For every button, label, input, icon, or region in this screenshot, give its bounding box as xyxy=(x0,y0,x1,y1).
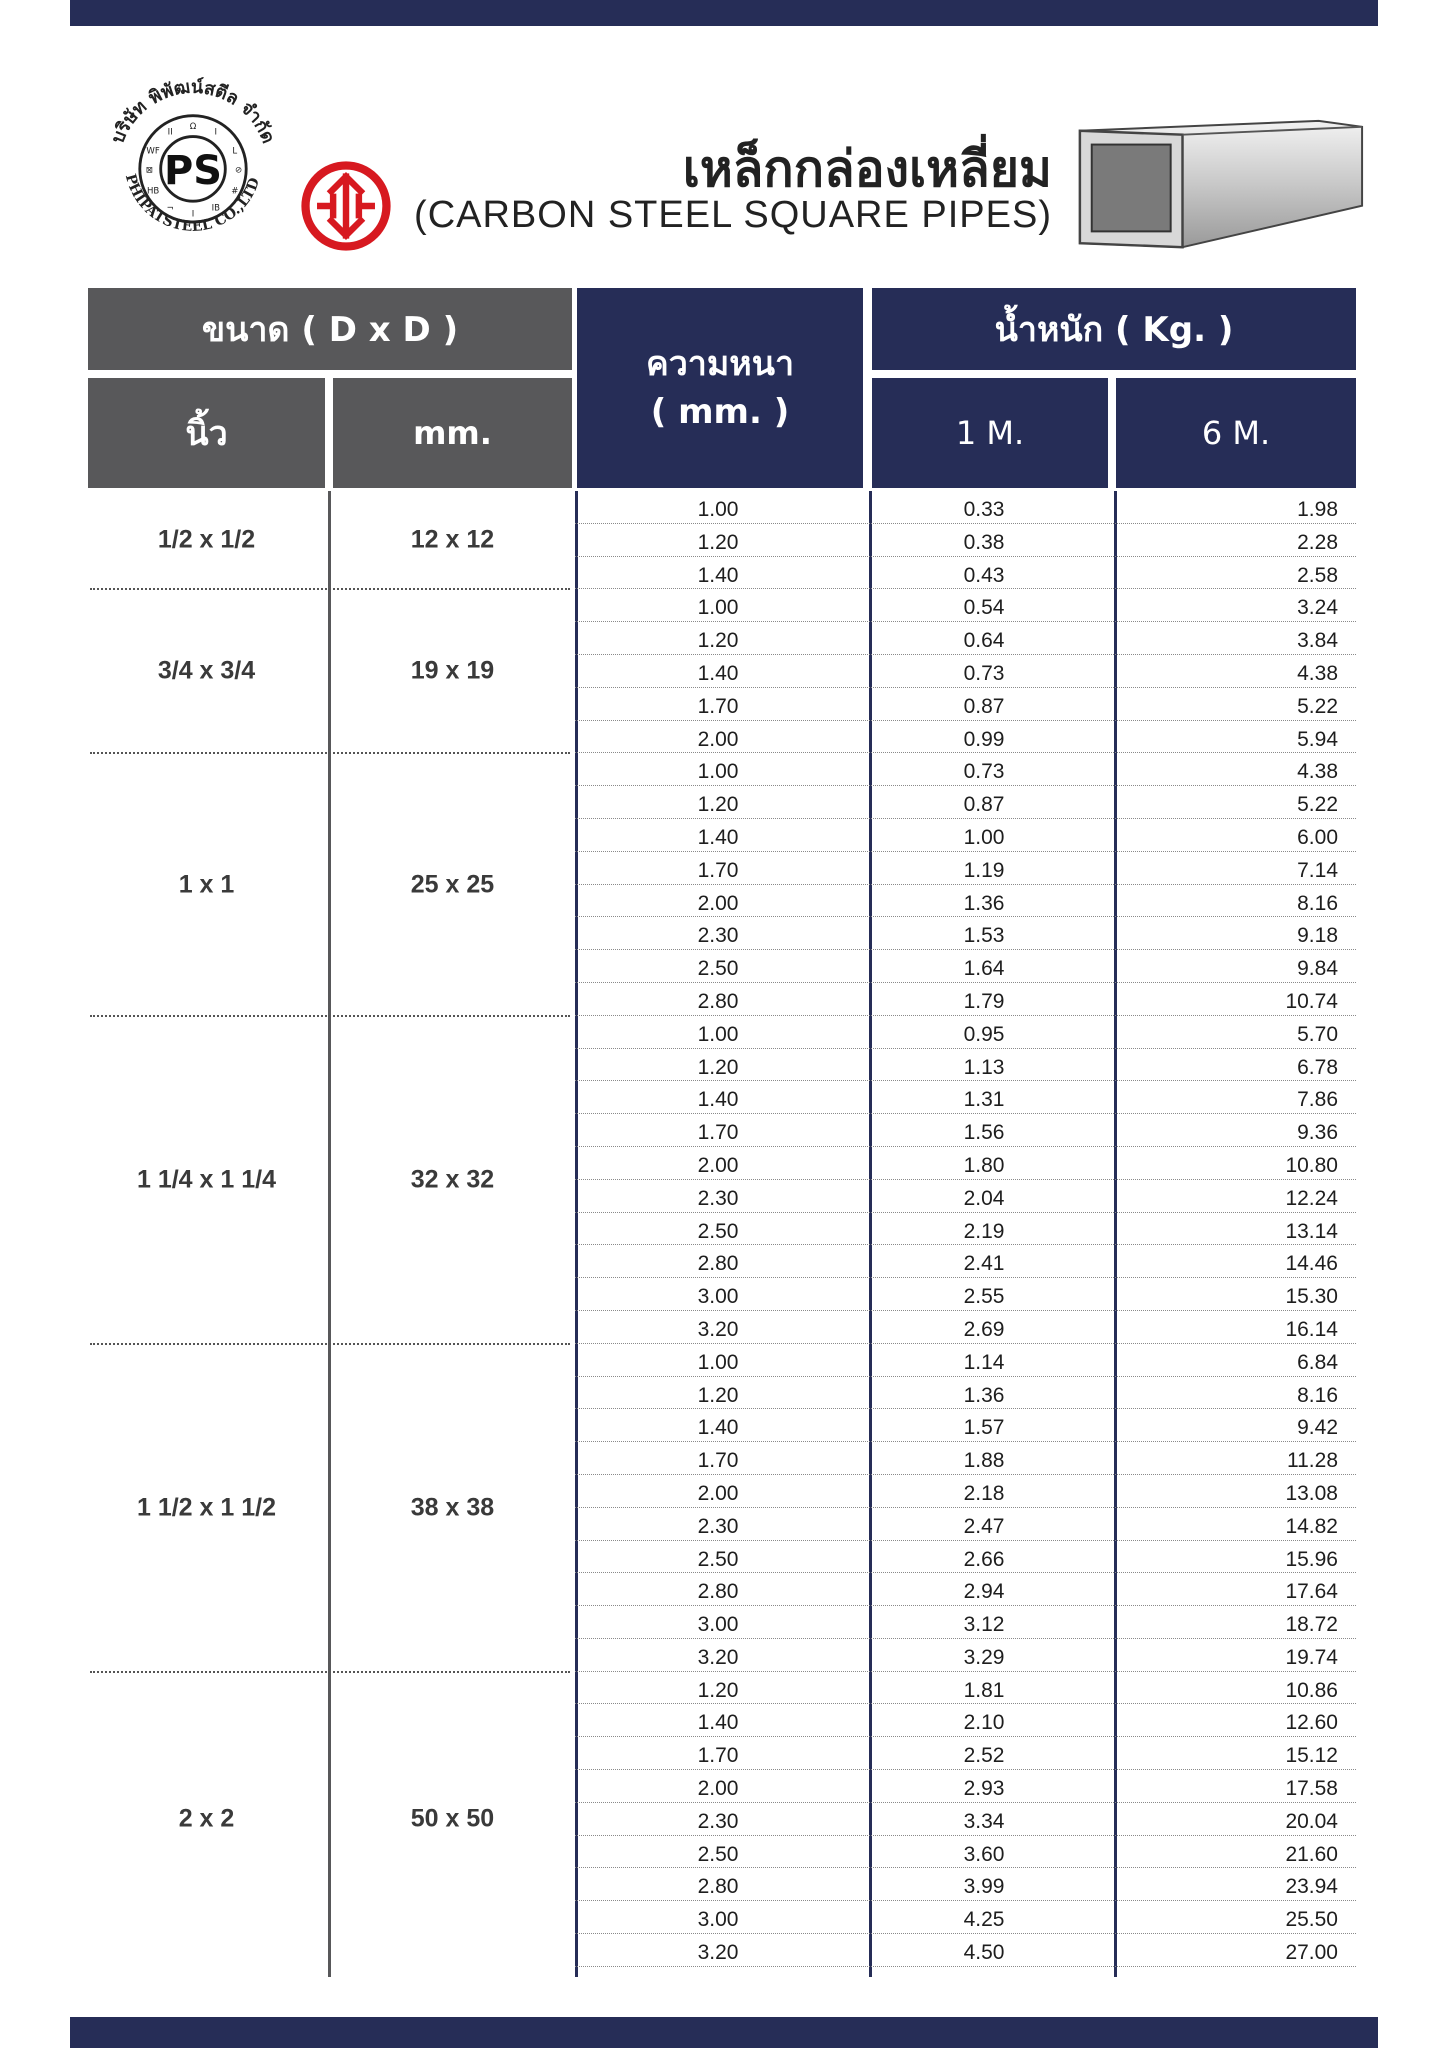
weight-1m-cell: 1.88 xyxy=(963,1449,1005,1473)
table-row xyxy=(575,1508,1356,1541)
thickness-cell: 1.70 xyxy=(697,1121,739,1145)
table-row xyxy=(575,885,1356,918)
thickness-cell: 1.70 xyxy=(697,858,739,882)
weight-1m-cell: 2.69 xyxy=(963,1317,1005,1341)
thickness-cell: 1.40 xyxy=(697,1711,739,1735)
table-row xyxy=(575,721,1356,754)
size-inch-cell: 1 x 1 xyxy=(178,870,235,899)
table-row xyxy=(575,1770,1356,1803)
size-mm-cell: 25 x 25 xyxy=(410,870,495,899)
weight-1m-cell: 0.64 xyxy=(963,629,1005,653)
table-row xyxy=(575,1016,1356,1049)
weight-6m-cell: 14.82 xyxy=(1285,1514,1338,1538)
size-mm-cell: 38 x 38 xyxy=(410,1493,495,1522)
weight-6m-cell: 9.36 xyxy=(1297,1121,1338,1145)
weight-1m-cell: 1.80 xyxy=(963,1153,1005,1177)
weight-6m-cell: 23.94 xyxy=(1285,1875,1338,1899)
table-row xyxy=(575,524,1356,557)
svg-text:HB: HB xyxy=(146,186,160,197)
thickness-cell: 1.70 xyxy=(697,1744,739,1768)
weight-6m-cell: 17.58 xyxy=(1285,1777,1338,1801)
weight-6m-cell: 18.72 xyxy=(1285,1613,1338,1637)
svg-text:II: II xyxy=(167,127,173,138)
thickness-cell: 1.20 xyxy=(697,1055,739,1079)
weight-1m-cell: 3.12 xyxy=(963,1613,1005,1637)
weight-1m-cell: 1.00 xyxy=(963,825,1005,849)
header-mm: mm. xyxy=(333,378,572,488)
table-row xyxy=(575,1278,1356,1311)
thickness-cell: 1.40 xyxy=(697,1416,739,1440)
size-mm-cell: 50 x 50 xyxy=(410,1804,495,1833)
weight-1m-cell: 3.34 xyxy=(963,1809,1005,1833)
table-row xyxy=(575,1541,1356,1574)
table-row xyxy=(575,950,1356,983)
weight-1m-cell: 0.73 xyxy=(963,661,1005,685)
header-inch: นิ้ว xyxy=(88,378,325,488)
weight-6m-cell: 12.24 xyxy=(1285,1186,1338,1210)
thickness-cell: 1.20 xyxy=(697,793,739,817)
svg-text:บริษัท พิพัฒน์สตีล จำกัด: บริษัท พิพัฒน์สตีล จำกัด xyxy=(107,76,279,147)
weight-1m-cell: 2.52 xyxy=(963,1744,1005,1768)
table-row xyxy=(575,1180,1356,1213)
size-mm-cell: 32 x 32 xyxy=(410,1165,495,1194)
header-thickness xyxy=(577,288,863,488)
weight-6m-cell: 16.14 xyxy=(1285,1317,1338,1341)
weight-6m-cell: 11.28 xyxy=(1287,1449,1338,1473)
thickness-cell: 2.50 xyxy=(697,1842,739,1866)
weight-1m-cell: 2.66 xyxy=(963,1547,1005,1571)
weight-6m-cell: 1.98 xyxy=(1297,498,1338,521)
weight-6m-cell: 13.14 xyxy=(1285,1219,1338,1243)
weight-1m-cell: 1.53 xyxy=(963,924,1005,948)
brand-emblem-logo xyxy=(300,160,392,252)
size-group xyxy=(88,589,572,753)
weight-1m-cell: 0.95 xyxy=(963,1022,1005,1046)
table-row xyxy=(575,852,1356,885)
table-row xyxy=(575,1213,1356,1246)
thickness-cell: 1.20 xyxy=(697,1383,739,1407)
thickness-cell: 2.00 xyxy=(697,1153,739,1177)
page-title-english: (CARBON STEEL SQUARE PIPES) xyxy=(414,194,1052,236)
thickness-cell: 1.40 xyxy=(697,1088,739,1112)
weight-6m-cell: 10.86 xyxy=(1285,1678,1338,1702)
thickness-cell: 2.30 xyxy=(697,1809,739,1833)
weight-1m-cell: 0.38 xyxy=(963,530,1005,554)
square-pipe-illustration xyxy=(1072,116,1368,256)
table-row xyxy=(575,1475,1356,1508)
table-row xyxy=(575,1639,1356,1672)
thickness-cell: 1.40 xyxy=(697,563,739,587)
weight-6m-cell: 8.16 xyxy=(1297,1383,1338,1407)
table-row xyxy=(575,1409,1356,1442)
table-row xyxy=(575,1114,1356,1147)
table-row xyxy=(575,1868,1356,1901)
weight-1m-cell: 2.94 xyxy=(963,1580,1005,1604)
weight-6m-cell: 17.64 xyxy=(1285,1580,1338,1604)
svg-text:WF: WF xyxy=(146,146,160,157)
weight-6m-cell: 14.46 xyxy=(1285,1252,1338,1276)
size-mm-cell: 12 x 12 xyxy=(410,525,495,554)
weight-6m-cell: 4.38 xyxy=(1297,760,1338,784)
table-row xyxy=(575,1606,1356,1639)
top-bar xyxy=(70,0,1378,26)
thickness-cell: 1.40 xyxy=(697,825,739,849)
thickness-cell: 3.00 xyxy=(697,1285,739,1309)
weight-6m-cell: 9.18 xyxy=(1297,924,1338,948)
header-weight-6m: 6 M. xyxy=(1116,378,1356,488)
weight-6m-cell: 8.16 xyxy=(1297,891,1338,915)
thickness-cell: 1.20 xyxy=(697,530,739,554)
weight-1m-cell: 2.93 xyxy=(963,1777,1005,1801)
weight-1m-cell: 1.13 xyxy=(963,1055,1005,1079)
weight-1m-cell: 0.87 xyxy=(963,694,1005,718)
svg-text:¬: ¬ xyxy=(166,203,174,214)
weight-1m-cell: 1.14 xyxy=(963,1350,1005,1374)
weight-6m-cell: 7.86 xyxy=(1297,1088,1338,1112)
thickness-cell: 2.30 xyxy=(697,1514,739,1538)
thickness-cell: 2.50 xyxy=(697,957,739,981)
thickness-cell: 2.00 xyxy=(697,727,739,751)
table-row xyxy=(575,1704,1356,1737)
weight-1m-cell: 0.73 xyxy=(963,760,1005,784)
weight-1m-cell: 1.36 xyxy=(963,891,1005,915)
table-row xyxy=(575,819,1356,852)
thickness-cell: 2.30 xyxy=(697,924,739,948)
thickness-cell: 2.00 xyxy=(697,1777,739,1801)
weight-1m-cell: 1.81 xyxy=(963,1678,1005,1702)
table-row xyxy=(575,786,1356,819)
bottom-bar xyxy=(70,2017,1378,2048)
thickness-cell: 2.00 xyxy=(697,1481,739,1505)
thickness-cell: 3.20 xyxy=(697,1941,739,1965)
weight-1m-cell: 3.29 xyxy=(963,1645,1005,1669)
weight-6m-cell: 10.80 xyxy=(1285,1153,1338,1177)
weight-1m-cell: 3.99 xyxy=(963,1875,1005,1899)
weight-6m-cell: 5.70 xyxy=(1297,1022,1338,1046)
svg-text:L: L xyxy=(232,146,238,157)
weight-6m-cell: 6.84 xyxy=(1297,1350,1338,1374)
thickness-cell: 3.00 xyxy=(697,1908,739,1932)
weight-1m-cell: 4.25 xyxy=(963,1908,1005,1932)
table-row xyxy=(575,655,1356,688)
table-row xyxy=(575,1737,1356,1770)
weight-1m-cell: 1.57 xyxy=(963,1416,1005,1440)
size-inch-cell: 3/4 x 3/4 xyxy=(157,656,256,685)
weight-6m-cell: 3.24 xyxy=(1297,596,1338,620)
svg-text:I: I xyxy=(214,127,218,138)
weight-6m-cell: 5.22 xyxy=(1297,793,1338,817)
table-row xyxy=(575,1836,1356,1869)
size-mm-cell: 19 x 19 xyxy=(410,656,495,685)
thickness-cell: 2.50 xyxy=(697,1547,739,1571)
table-row xyxy=(575,589,1356,622)
weight-6m-cell: 13.08 xyxy=(1285,1481,1338,1505)
table-row xyxy=(575,1934,1356,1967)
thickness-cell: 1.70 xyxy=(697,694,739,718)
weight-1m-cell: 3.60 xyxy=(963,1842,1005,1866)
data-rows xyxy=(575,491,1356,1967)
thickness-cell: 3.00 xyxy=(697,1613,739,1637)
weight-6m-cell: 19.74 xyxy=(1285,1645,1338,1669)
header-weight: น้ำหนัก ( Kg. ) xyxy=(872,288,1356,370)
weight-1m-cell: 0.43 xyxy=(963,563,1005,587)
size-inch-cell: 1 1/2 x 1 1/2 xyxy=(136,1493,276,1522)
table-row xyxy=(575,491,1356,524)
thickness-cell: 2.80 xyxy=(697,1580,739,1604)
weight-6m-cell: 12.60 xyxy=(1285,1711,1338,1735)
thickness-cell: 2.00 xyxy=(697,891,739,915)
thickness-cell: 1.40 xyxy=(697,661,739,685)
thickness-cell: 1.00 xyxy=(697,1022,739,1046)
thickness-cell: 1.00 xyxy=(697,1350,739,1374)
weight-1m-cell: 2.18 xyxy=(963,1481,1005,1505)
weight-1m-cell: 2.47 xyxy=(963,1514,1005,1538)
thickness-cell: 1.00 xyxy=(697,498,739,521)
thickness-cell: 1.20 xyxy=(697,629,739,653)
header-weight-1m: 1 M. xyxy=(872,378,1108,488)
weight-1m-cell: 2.04 xyxy=(963,1186,1005,1210)
weight-6m-cell: 27.00 xyxy=(1285,1941,1338,1965)
weight-1m-cell: 2.10 xyxy=(963,1711,1005,1735)
table-row xyxy=(575,688,1356,721)
thickness-cell: 2.30 xyxy=(697,1186,739,1210)
svg-text:⊠: ⊠ xyxy=(145,165,153,176)
table-row xyxy=(575,983,1356,1016)
weight-6m-cell: 5.22 xyxy=(1297,694,1338,718)
table-row xyxy=(575,1081,1356,1114)
weight-1m-cell: 2.19 xyxy=(963,1219,1005,1243)
thickness-cell: 1.00 xyxy=(697,596,739,620)
table-row xyxy=(575,1672,1356,1705)
weight-1m-cell: 0.54 xyxy=(963,596,1005,620)
svg-text:⊘: ⊘ xyxy=(235,165,243,176)
thickness-cell: 2.50 xyxy=(697,1219,739,1243)
weight-6m-cell: 15.96 xyxy=(1285,1547,1338,1571)
header-size: ขนาด ( D x D ) xyxy=(88,288,572,370)
weight-1m-cell: 1.64 xyxy=(963,957,1005,981)
header-thickness-label: ความหนา xyxy=(645,344,795,384)
weight-6m-cell: 9.84 xyxy=(1297,957,1338,981)
table-row xyxy=(575,753,1356,786)
weight-6m-cell: 5.94 xyxy=(1297,727,1338,751)
svg-text:PS: PS xyxy=(164,148,222,195)
weight-1m-cell: 0.87 xyxy=(963,793,1005,817)
table-body xyxy=(88,491,1356,1977)
thickness-cell: 1.20 xyxy=(697,1678,739,1702)
size-group xyxy=(88,491,572,589)
weight-1m-cell: 1.56 xyxy=(963,1121,1005,1145)
weight-1m-cell: 2.41 xyxy=(963,1252,1005,1276)
thickness-cell: 3.20 xyxy=(697,1645,739,1669)
table-row xyxy=(575,917,1356,950)
weight-6m-cell: 9.42 xyxy=(1297,1416,1338,1440)
header-thickness-unit: ( mm. ) xyxy=(650,392,790,432)
size-group xyxy=(88,753,572,1015)
weight-6m-cell: 6.00 xyxy=(1297,825,1338,849)
page-title-thai: เหล็กกล่องเหลี่ยม xyxy=(682,140,1052,198)
svg-text:Ω: Ω xyxy=(189,122,197,132)
weight-6m-cell: 15.12 xyxy=(1285,1744,1338,1768)
table-row xyxy=(575,1442,1356,1475)
table-row xyxy=(575,557,1356,590)
svg-text:PHIPATSTEEL CO.,LTD.: PHIPATSTEEL CO.,LTD xyxy=(121,172,264,235)
table-row xyxy=(575,1147,1356,1180)
table-row xyxy=(575,1344,1356,1377)
table-row xyxy=(575,622,1356,655)
weight-6m-cell: 10.74 xyxy=(1285,989,1338,1013)
thickness-cell: 1.70 xyxy=(697,1449,739,1473)
weight-6m-cell: 3.84 xyxy=(1297,629,1338,653)
svg-text:IB: IB xyxy=(211,203,220,214)
weight-1m-cell: 1.79 xyxy=(963,989,1005,1013)
table-row xyxy=(575,1049,1356,1082)
thickness-cell: 2.80 xyxy=(697,1875,739,1899)
table-row xyxy=(575,1573,1356,1606)
weight-6m-cell: 2.28 xyxy=(1297,530,1338,554)
company-seal-logo xyxy=(98,72,288,262)
thickness-cell: 2.80 xyxy=(697,989,739,1013)
svg-text:I: I xyxy=(191,209,195,220)
size-group xyxy=(88,1672,572,1967)
size-group xyxy=(88,1344,572,1672)
weight-1m-cell: 0.99 xyxy=(963,727,1005,751)
table-row xyxy=(575,1803,1356,1836)
weight-6m-cell: 4.38 xyxy=(1297,661,1338,685)
table-row xyxy=(575,1311,1356,1344)
thickness-cell: 2.80 xyxy=(697,1252,739,1276)
size-inch-cell: 1 1/4 x 1 1/4 xyxy=(136,1165,276,1194)
size-inch-cell: 2 x 2 xyxy=(178,1804,235,1833)
size-inch-cell: 1/2 x 1/2 xyxy=(157,525,256,554)
weight-1m-cell: 2.55 xyxy=(963,1285,1005,1309)
weight-6m-cell: 6.78 xyxy=(1297,1055,1338,1079)
weight-1m-cell: 1.31 xyxy=(963,1088,1005,1112)
weight-6m-cell: 20.04 xyxy=(1285,1809,1338,1833)
weight-1m-cell: 1.36 xyxy=(963,1383,1005,1407)
table-row xyxy=(575,1377,1356,1410)
thickness-cell: 1.00 xyxy=(697,760,739,784)
thickness-cell: 3.20 xyxy=(697,1317,739,1341)
weight-6m-cell: 21.60 xyxy=(1285,1842,1338,1866)
weight-1m-cell: 1.19 xyxy=(963,858,1005,882)
weight-1m-cell: 0.33 xyxy=(963,498,1005,521)
weight-6m-cell: 2.58 xyxy=(1297,563,1338,587)
table-row xyxy=(575,1901,1356,1934)
weight-6m-cell: 15.30 xyxy=(1285,1285,1338,1309)
weight-1m-cell: 4.50 xyxy=(963,1941,1005,1965)
weight-6m-cell: 7.14 xyxy=(1297,858,1338,882)
svg-text:#: # xyxy=(231,186,239,197)
weight-6m-cell: 25.50 xyxy=(1285,1908,1338,1932)
size-group xyxy=(88,1016,572,1344)
table-row xyxy=(575,1245,1356,1278)
